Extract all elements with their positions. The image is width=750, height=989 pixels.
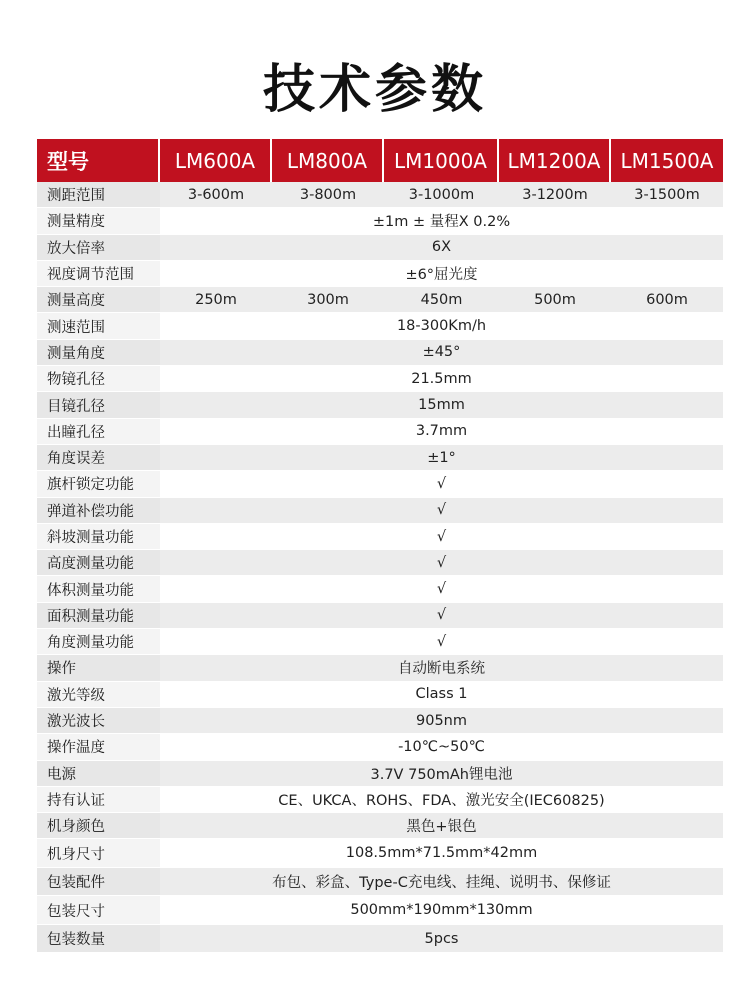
table-row — [37, 550, 723, 576]
table-row — [37, 655, 723, 681]
table-row — [37, 839, 723, 868]
spec-value: 3.7mm — [160, 419, 723, 445]
spec-label: 激光等级 — [37, 682, 160, 708]
spec-label: 测量精度 — [37, 208, 160, 234]
spec-value: 3-800m — [272, 182, 384, 208]
spec-table — [37, 139, 723, 953]
spec-value: √ — [160, 471, 723, 497]
header-row — [37, 139, 723, 182]
table-row — [37, 419, 723, 445]
table-row — [37, 471, 723, 497]
spec-label: 包装数量 — [37, 925, 160, 954]
table-row — [37, 287, 723, 313]
table-row — [37, 392, 723, 418]
spec-label: 机身颜色 — [37, 813, 160, 839]
table-row — [37, 498, 723, 524]
spec-label: 操作温度 — [37, 734, 160, 760]
spec-label: 旗杆锁定功能 — [37, 471, 160, 497]
table-row — [37, 868, 723, 897]
spec-value: ±45° — [160, 340, 723, 366]
table-row — [37, 761, 723, 787]
spec-label: 放大倍率 — [37, 235, 160, 261]
spec-value: 6X — [160, 235, 723, 261]
spec-value: √ — [160, 550, 723, 576]
spec-label: 高度测量功能 — [37, 550, 160, 576]
spec-label: 包装配件 — [37, 868, 160, 897]
spec-label: 视度调节范围 — [37, 261, 160, 287]
spec-label: 激光波长 — [37, 708, 160, 734]
table-row — [37, 682, 723, 708]
spec-label: 角度误差 — [37, 445, 160, 471]
spec-label: 面积测量功能 — [37, 603, 160, 629]
spec-value: 600m — [611, 287, 723, 313]
table-row — [37, 208, 723, 234]
model-header: LM800A — [272, 139, 384, 182]
spec-label: 体积测量功能 — [37, 576, 160, 602]
spec-value: √ — [160, 498, 723, 524]
spec-value: 15mm — [160, 392, 723, 418]
spec-value: 108.5mm*71.5mm*42mm — [160, 839, 723, 868]
spec-label: 测量高度 — [37, 287, 160, 313]
table-row — [37, 366, 723, 392]
spec-label: 弹道补偿功能 — [37, 498, 160, 524]
spec-value: 18-300Km/h — [160, 313, 723, 339]
table-row — [37, 313, 723, 339]
spec-value: -10℃~50℃ — [160, 734, 723, 760]
spec-label: 测距范围 — [37, 182, 160, 208]
table-row — [37, 896, 723, 925]
spec-value: CE、UKCA、ROHS、FDA、激光安全(IEC60825) — [160, 787, 723, 813]
table-row — [37, 603, 723, 629]
spec-value: 3-600m — [160, 182, 272, 208]
spec-label: 电源 — [37, 761, 160, 787]
spec-value: 450m — [384, 287, 499, 313]
spec-value: 布包、彩盒、Type-C充电线、挂绳、说明书、保修证 — [160, 868, 723, 897]
spec-value: 黑色+银色 — [160, 813, 723, 839]
spec-value: 500m — [499, 287, 611, 313]
table-row — [37, 787, 723, 813]
spec-value: 500mm*190mm*130mm — [160, 896, 723, 925]
table-row — [37, 261, 723, 287]
spec-value: 自动断电系统 — [160, 655, 723, 681]
model-header: LM600A — [160, 139, 272, 182]
spec-value: 3.7V 750mAh锂电池 — [160, 761, 723, 787]
spec-label: 持有认证 — [37, 787, 160, 813]
spec-value: 250m — [160, 287, 272, 313]
spec-value: ±1m ± 量程X 0.2% — [160, 208, 723, 234]
spec-body — [37, 182, 723, 953]
spec-value: ±6°屈光度 — [160, 261, 723, 287]
spec-value: 3-1200m — [499, 182, 611, 208]
spec-value: 3-1500m — [611, 182, 723, 208]
table-row — [37, 182, 723, 208]
page-title: 技术参数 — [262, 60, 487, 120]
model-header: LM1000A — [384, 139, 499, 182]
spec-value: 5pcs — [160, 925, 723, 954]
table-row — [37, 708, 723, 734]
spec-value: 905nm — [160, 708, 723, 734]
table-row — [37, 734, 723, 760]
spec-label: 物镜孔径 — [37, 366, 160, 392]
spec-value: √ — [160, 524, 723, 550]
spec-value: √ — [160, 603, 723, 629]
table-row — [37, 235, 723, 261]
spec-label: 斜坡测量功能 — [37, 524, 160, 550]
table-row — [37, 576, 723, 602]
spec-label: 测量角度 — [37, 340, 160, 366]
table-row — [37, 524, 723, 550]
table-row — [37, 813, 723, 839]
table-row — [37, 629, 723, 655]
spec-value: Class 1 — [160, 682, 723, 708]
spec-value: √ — [160, 629, 723, 655]
model-header: LM1500A — [611, 139, 723, 182]
spec-label: 机身尺寸 — [37, 839, 160, 868]
spec-label: 测速范围 — [37, 313, 160, 339]
header-label: 型号 — [37, 139, 160, 182]
table-row — [37, 340, 723, 366]
model-header: LM1200A — [499, 139, 611, 182]
spec-label: 包装尺寸 — [37, 896, 160, 925]
spec-label: 出瞳孔径 — [37, 419, 160, 445]
spec-value: ±1° — [160, 445, 723, 471]
spec-label: 操作 — [37, 655, 160, 681]
spec-value: 300m — [272, 287, 384, 313]
table-row — [37, 445, 723, 471]
spec-value: 21.5mm — [160, 366, 723, 392]
spec-value: 3-1000m — [384, 182, 499, 208]
spec-label: 角度测量功能 — [37, 629, 160, 655]
spec-value: √ — [160, 576, 723, 602]
spec-label: 目镜孔径 — [37, 392, 160, 418]
table-row — [37, 925, 723, 954]
